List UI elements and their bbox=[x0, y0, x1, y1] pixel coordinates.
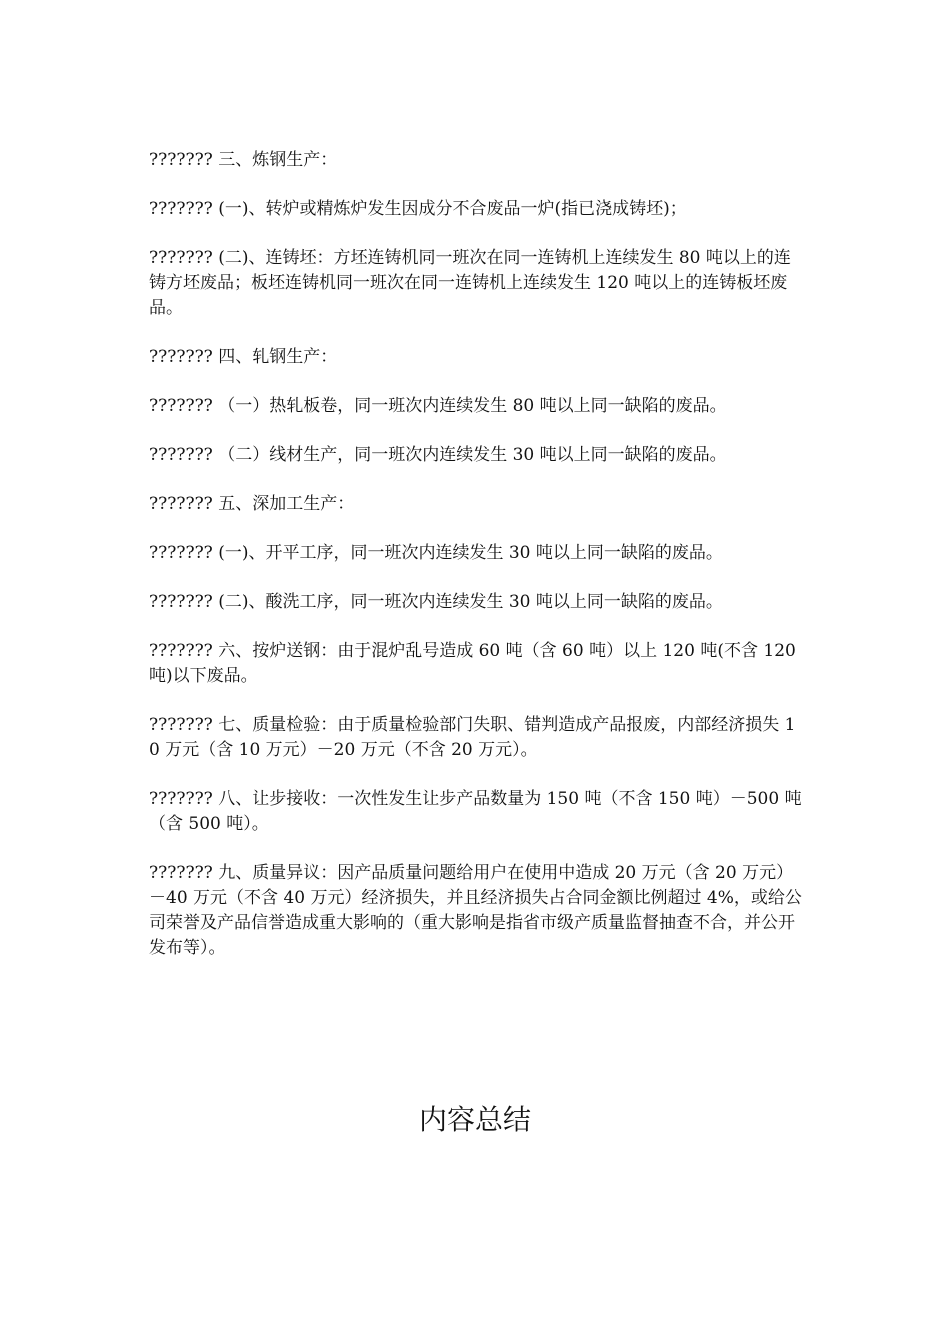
section-heading-steelmaking: ??????? 三、炼钢生产： bbox=[149, 150, 338, 170]
summary-title: 内容总结 bbox=[418, 1103, 531, 1136]
paragraph-quality-inspection: ??????? 七、质量检验：由于质量检验部门失职、错判造成产品报废，内部经济损失 10 万元（含 10 万元）－20 万元（不含 20 万元）。 bbox=[149, 715, 796, 760]
paragraph-hot-rolled-coil: ??????? （一）热轧板卷，同一班次内连续发生 80 吨以上同一缺陷的废品。 bbox=[149, 396, 727, 416]
paragraph-heat-delivery: ??????? 六、按炉送钢：由于混炉乱号造成 60 吨（含 60 吨）以上 120 吨(不含 120 吨)以下废品。 bbox=[149, 641, 796, 686]
section-heading-deep-processing: ??????? 五、深加工生产： bbox=[149, 494, 355, 514]
section-heading-rolling: ??????? 四、轧钢生产： bbox=[149, 347, 338, 367]
paragraph-continuous-casting: ??????? (二)、连铸坯：方坯连铸机同一班次在同一连铸机上连续发生 80 吨以上的连铸方坯废品；板坯连铸机同一班次在同一连铸机上连续发生 120 吨以上的连铸板坯废品。 bbox=[149, 248, 791, 318]
paragraph-wire-rod: ??????? （二）线材生产，同一班次内连续发生 30 吨以上同一缺陷的废品。 bbox=[149, 445, 727, 465]
paragraph-concession-acceptance: ??????? 八、让步接收：一次性发生让步产品数量为 150 吨（不含 150 吨）－500 吨（含 500 吨）。 bbox=[149, 789, 802, 834]
paragraph-converter: ??????? (一)、转炉或精炼炉发生因成分不合废品一炉(指已浇成铸坯)； bbox=[149, 199, 687, 219]
paragraph-leveling: ??????? (一)、开平工序，同一班次内连续发生 30 吨以上同一缺陷的废品。 bbox=[149, 543, 723, 563]
paragraph-pickling: ??????? (二)、酸洗工序，同一班次内连续发生 30 吨以上同一缺陷的废品。 bbox=[149, 592, 723, 612]
document-body bbox=[149, 148, 804, 985]
paragraph-quality-objection: ??????? 九、质量异议：因产品质量问题给用户在使用中造成 20 万元（含 20 万元）－40 万元（不含 40 万元）经济损失，并且经济损失占合同金额比例超过 4%，或给公司荣誉及产品信誉造成重大影响的（重大影响是指省市级产质量监督抽查不合，并公开发布等）。 bbox=[149, 863, 802, 958]
